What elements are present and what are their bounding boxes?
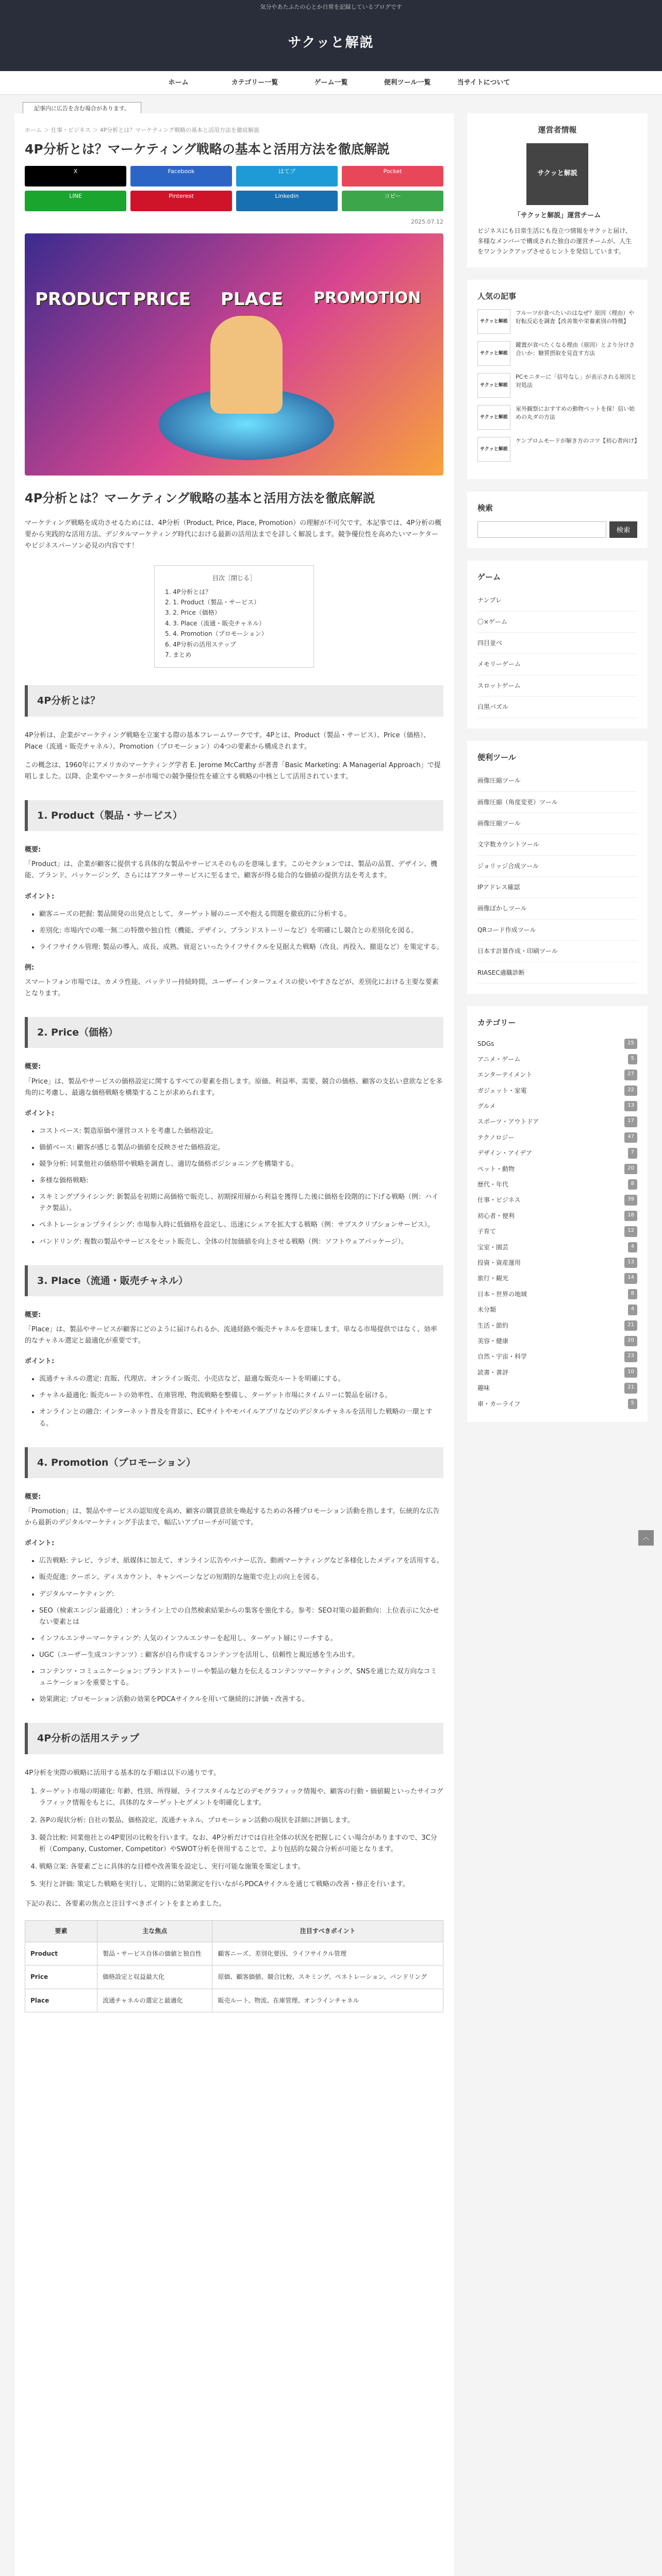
avatar: サクッと解説 [526, 143, 588, 205]
category-label[interactable]: 美容・健康 [477, 1337, 509, 1345]
category-item[interactable] [477, 1240, 637, 1255]
share-x-button[interactable]: X [25, 166, 126, 187]
category-label[interactable]: 車・カーライフ [477, 1400, 521, 1408]
category-count: 8 [628, 1289, 637, 1299]
list-item[interactable]: • SEO（検索エンジン最適化）: オンライン上での自然検索結果からの集客を強化する。参考：SEO対策の最新動向：上位表示に欠かせない要素とは [39, 1605, 443, 1628]
widget-title: 便利ツール [477, 752, 516, 762]
popular-posts-widget [467, 280, 648, 480]
list-item: • コストベース: 製造原価や運営コストを考慮した価格設定。 [39, 1126, 443, 1137]
category-label[interactable]: 生活・節約 [477, 1321, 509, 1329]
category-label[interactable]: テクノロジー [477, 1133, 515, 1141]
search-input[interactable] [477, 521, 606, 538]
section-heading: 3. Place（流通・販売チャネル） [25, 1265, 443, 1296]
table-row [25, 1965, 443, 1989]
paragraph: 「Place」は、製品やサービスが顧客にどのように届けられるか、流通経路や販売チャネルを意味します。単なる市場提供ではなく、効率的なチャネル選定と最適化が重要です。 [25, 1326, 437, 1345]
category-item[interactable] [477, 1067, 637, 1082]
share-buttons [25, 166, 443, 211]
paragraph: この概念は、1960年にアメリカのマーケティング学者 E. Jerome McCarthy が著書「Basic Marketing: A Managerial Approach」で提唱しました。以降、企業やマーケターが市場での競争優位性を確立する戦略の中核として活用されています。 [25, 761, 441, 781]
label: ポイント: [25, 1358, 55, 1366]
category-item[interactable] [477, 1365, 637, 1380]
category-count: 21 [624, 1383, 637, 1393]
post-title[interactable]: 室外観察におすすめの動物ペットを探！信い始めの丸ダの方法 [516, 405, 635, 420]
nav-tools[interactable]: 便利ツール一覧 [384, 79, 431, 87]
label: ポイント: [25, 1109, 55, 1117]
game-link[interactable]: 白黒パズル [477, 697, 637, 718]
list-item: • 価値ベース: 顧客が感じる製品の価値を反映させた価格設定。 [39, 1142, 443, 1154]
intro-text: マーケティング戦略を成功させるためには、4P分析（Product, Price, Place, Promotion）の理解が不可欠です。本記事では、4P分析の概要から実践的な活用方法、デジタルマーケティング時代における最新の活用法までを詳しく解説します。競争優位性を高めたいマーケターやビジネスパーソン必見の内容です！ [25, 519, 442, 550]
list-item: • デジタルマーケティング: [39, 1589, 443, 1600]
category-item[interactable] [477, 1349, 637, 1364]
table-cell: Place [25, 1989, 97, 2012]
category-label[interactable]: 子育て [477, 1228, 496, 1235]
tool-link[interactable]: 画像ぼかしツール [477, 898, 637, 919]
post-title[interactable]: PCモニターに「信号なし」が表示される原因と対処法 [516, 374, 637, 388]
category-count: 20 [624, 1336, 637, 1346]
category-item[interactable] [477, 1396, 637, 1412]
tool-link[interactable]: 日本す計算作成・印刷ツール [477, 941, 637, 962]
post-title[interactable]: フルーツが食べたいのはなぜ？原因（理由）や好転反応を調査【改善策や栄養素別の特徴】 [516, 310, 635, 325]
table-row [25, 1989, 443, 2012]
list-item: • 広告戦略: テレビ、ラジオ、紙媒体に加えて、オンライン広告やバナー広告、動画マーケティングなど多様化したメディアを活用する。 [39, 1555, 443, 1567]
step-item[interactable]: 5. 実行と評価: 策定した戦略を実行し、定期的に効果測定を行いながらPDCAサイクルを通じて戦略の改善・修正を行います。 [39, 1879, 443, 1890]
list-item: • UGC（ユーザー生成コンテンツ）: 顧客が自ら作成するコンテンツを活用し、信頼性と親近感を生み出す。 [39, 1650, 443, 1661]
category-item[interactable] [477, 1130, 637, 1145]
section-heading: 1. Product（製品・サービス） [25, 800, 443, 831]
table-header: 主な焦点 [97, 1921, 212, 1942]
paragraph: 下記の表に、各要素の焦点と注目すべきポイントをまとめました。 [25, 1900, 226, 1908]
category-label[interactable]: 初心者・便利 [477, 1212, 515, 1219]
category-item[interactable] [477, 1114, 637, 1129]
comparison-table [25, 1920, 443, 2012]
table-cell: 製品・サービス自体の価値と独自性 [97, 1942, 212, 1965]
category-item[interactable] [477, 1145, 637, 1161]
share-line-button[interactable]: LINE [25, 191, 126, 211]
eyecatch-label-place: PLACE [221, 289, 284, 310]
toc-title[interactable]: 目次［閉じる］ [212, 574, 256, 582]
category-item[interactable] [477, 1098, 637, 1114]
category-label[interactable]: アニメ・ゲーム [477, 1055, 521, 1063]
list-item: • 流通チャネルの選定: 直販、代理店、オンライン販売、小売店など、最適な販売ルートを明確にする。 [39, 1374, 443, 1385]
category-item[interactable] [477, 1161, 637, 1177]
global-nav [0, 71, 662, 95]
category-count: 12 [624, 1226, 637, 1236]
popular-post[interactable] [477, 405, 637, 430]
category-label[interactable]: 宝室・園芸 [477, 1243, 509, 1251]
popular-post[interactable] [477, 309, 637, 334]
category-label[interactable]: エンターテイメント [477, 1071, 533, 1079]
list-item: • スキミングプライシング: 新製品を初期に高価格で販売し、初期採用層から利益を獲得した後に価格を段階的に下げる戦略（例：ハイテク製品）。 [39, 1192, 443, 1214]
post-thumbnail: サクッと解説 [477, 341, 510, 366]
category-label[interactable]: 未分類 [477, 1306, 496, 1314]
paragraph: 4P分析を実際の戦略に活用する基本的な手順は以下の通りです。 [25, 1769, 221, 1777]
category-label[interactable]: スポーツ・アウトドア [477, 1118, 539, 1126]
list-item: • コンテンツ・コミュニケーション: ブランドストーリーや製品の魅力を伝えるコンテンツマーケティング、SNSを通じた双方向なコミュニケーションを重要とする。 [39, 1666, 443, 1689]
ad-notice: 記事内に広告を含む場合があります。 [23, 102, 141, 115]
toc-item[interactable]: 6. 4P分析の活用ステップ [165, 640, 236, 648]
category-count: 25 [624, 1039, 637, 1049]
category-item[interactable] [477, 1208, 637, 1224]
list-item: • 多様な価格戦略: [39, 1175, 443, 1187]
label: 概要: [25, 846, 41, 854]
tool-link[interactable]: RIASEC適職診断 [477, 962, 637, 984]
categories-widget [467, 1006, 648, 1422]
category-count: 4 [628, 1304, 637, 1315]
category-label[interactable]: ペット・動物 [477, 1165, 515, 1173]
search-button[interactable]: 検索 [609, 521, 637, 538]
game-link[interactable]: ナンプレ [477, 590, 637, 611]
list-item: • オンラインとの融合: インターネット普及を背景に、ECサイトやモバイルアプリなどのデジタルチャネルを活用した戦略の一環とする。 [39, 1406, 443, 1429]
list-item: • インフルエンサーマーケティング: 人気のインフルエンサーを起用し、ターゲット層にリーチする。 [39, 1633, 443, 1645]
category-label[interactable]: ガジェット・家電 [477, 1087, 527, 1094]
profile-name[interactable]: 「サクッと解説」運営チーム [514, 211, 601, 219]
table-of-contents [154, 565, 314, 668]
label: ポイント: [25, 1539, 55, 1548]
nav-home[interactable]: ホーム [168, 79, 189, 87]
category-count: 22 [624, 1086, 637, 1096]
tool-link[interactable]: 文字数カウントツール [477, 834, 637, 855]
category-label[interactable]: 歴代・年代 [477, 1181, 509, 1189]
widget-title: 検索 [477, 503, 493, 513]
table-cell: 流通チャネルの選定と最適化 [97, 1989, 212, 2012]
step-item: 1. ターゲット市場の明確化: 年齢、性別、所得層、ライフスタイルなどのデモグラフィック情報や、顧客の行動・価値観といったサイコグラフィック情報をもとに、具体的なターゲットセグメントを明確化します。 [39, 1786, 443, 1809]
list-item: • バンドリング: 複数の製品やサービスをセット販売し、全体の付加価値を向上させる戦略（例：ソフトウェアパッケージ）。 [39, 1236, 443, 1248]
table-cell: 販売ルート、物流、在庫管理、オンラインチャネル [212, 1989, 443, 2012]
paragraph: 4P分析は、企業がマーケティング戦略を立案する際の基本フレームワークです。4Pとは、Product（製品・サービス）、Price（価格）、Place（流通・販売チャネル）、Promotion（プロモーション）の4つの要素から構成されます。 [25, 731, 431, 751]
list-item: • 差別化: 市場内での唯一無二の特徴や独自性（機能、デザイン、ブランドストーリーなど）を明確にし競合との差別化を図る。 [39, 925, 443, 937]
category-count: 13 [624, 1101, 637, 1111]
category-item[interactable] [477, 1302, 637, 1317]
category-count: 27 [624, 1070, 637, 1080]
tool-link[interactable]: IPアドレス確認 [477, 877, 637, 898]
category-item[interactable] [477, 1083, 637, 1098]
category-item[interactable] [477, 1318, 637, 1333]
category-item[interactable] [477, 1380, 637, 1396]
back-to-top-button[interactable]: ︿ [638, 1530, 654, 1546]
list-item: • 競争分析: 同業他社の価格帯や戦略を調査し、適切な価格ポジショニングを構築する。 [39, 1159, 443, 1170]
post-thumbnail: サクッと解説 [477, 309, 510, 334]
category-count: 39 [624, 1195, 637, 1205]
post-title[interactable]: 鍵置が食べたくなる理由（原因）とより分けさ合いか：糖質摂取を見直す方法 [516, 342, 635, 357]
section-heading: 4. Promotion（プロモーション） [25, 1447, 443, 1478]
paragraph: 「Price」は、製品やサービスの価格設定に関するすべての要素を指します。原価、利益率、需要、競合の価格、顧客の支払い意欲などを多角的に考慮し、最適な価格戦略を構築することが求められます。 [25, 1077, 443, 1097]
share-hatena-button[interactable]: はてブ [236, 166, 338, 187]
category-count: 5 [628, 1399, 637, 1409]
category-item[interactable] [477, 1333, 637, 1349]
step-item[interactable]: 3. 競合比較: 同業他社との4P要因の比較を行います。なお、4P分析だけでは自社全体の状況を把握しにくい場合がありますので、3C分析（Company, Customer, Competitor）やSWOT分析を併用することで、より包括的な競合分析が可能となります。 [39, 1833, 443, 1855]
profile-widget [467, 113, 648, 267]
post-thumbnail: サクッと解説 [477, 373, 510, 398]
tool-link[interactable]: 画像圧縮ツール [477, 813, 637, 834]
section-heading: 4P分析の活用ステップ [25, 1723, 443, 1754]
widget-title: ゲーム [477, 572, 501, 582]
category-label[interactable]: 読書・書評 [477, 1368, 509, 1376]
category-count: 4 [628, 1242, 637, 1252]
category-count: 14 [624, 1273, 637, 1283]
category-label[interactable]: 投資・資産運用 [477, 1259, 521, 1266]
breadcrumb[interactable]: ホーム ＞ 仕事・ビジネス ＞ 4P分析とは？マーケティング戦略の基本と活用方法を徹底解説 [25, 127, 259, 133]
category-item[interactable] [477, 1270, 637, 1286]
category-label[interactable]: 仕事・ビジネス [477, 1196, 521, 1204]
game-link[interactable]: メモリーゲーム [477, 654, 637, 675]
category-count: 13 [624, 1258, 637, 1268]
table-cell: Product [25, 1942, 97, 1965]
category-count: 8 [628, 1179, 637, 1190]
category-count: 5 [628, 1054, 637, 1064]
toc-item[interactable]: 4. 3. Place（流通・販売チャネル） [165, 619, 266, 627]
paragraph: スマートフォン市場では、カメラ性能、バッテリー持続時間、ユーザーインターフェイスの使いやすさなどが、差別化における主要な要素となります。 [25, 978, 439, 998]
category-label[interactable]: グルメ [477, 1103, 496, 1110]
category-item[interactable] [477, 1255, 637, 1270]
copy-link-button[interactable]: コピー [342, 191, 443, 211]
label: ポイント: [25, 892, 55, 901]
category-count: 7 [628, 1148, 637, 1158]
eyecatch-label-price: PRICE [133, 289, 191, 310]
table-header: 要素 [25, 1921, 97, 1942]
games-widget [467, 561, 648, 728]
category-label[interactable]: デザイン・アイデア [477, 1149, 533, 1157]
share-pocket-button[interactable]: Pocket [342, 166, 443, 187]
share-linkedin-button[interactable]: Linkedin [236, 191, 338, 211]
table-header: 注目すべきポイント [212, 1921, 443, 1942]
post-thumbnail: サクッと解説 [477, 405, 510, 430]
category-label[interactable]: SDGs [477, 1040, 494, 1047]
step-item: 2. 各Pの現状分析: 自社の製品、価格設定、流通チャネル、プロモーション活動の現状を詳細に評価します。 [39, 1815, 443, 1826]
category-label[interactable]: 日本・世界の地域 [477, 1290, 527, 1298]
category-count: 47 [624, 1132, 637, 1143]
search-widget [467, 492, 648, 548]
table-cell: Price [25, 1965, 97, 1989]
category-label[interactable]: 自然・宇宙・科学 [477, 1353, 527, 1361]
publish-date: 2025.07.12 [411, 218, 443, 226]
category-item[interactable] [477, 1224, 637, 1239]
popular-post[interactable] [477, 341, 637, 366]
eyecatch-character [210, 316, 283, 414]
toc-item[interactable]: 7. まとめ [165, 651, 192, 658]
article [14, 113, 454, 2576]
list-item: • 顧客ニーズの把握: 製品開発の出発点として、ターゲット層のニーズや抱える問題を徹底的に分析する。 [39, 909, 443, 920]
category-count: 10 [624, 1367, 637, 1378]
category-item[interactable] [477, 1052, 637, 1067]
nav-games[interactable]: ゲーム一覧 [314, 79, 348, 87]
label: 概要: [25, 1063, 41, 1071]
table-row [25, 1942, 443, 1965]
game-link[interactable]: スロットゲーム [477, 675, 637, 697]
site-title[interactable]: サクッと解説 [288, 35, 374, 50]
game-link[interactable]: 四目並べ [477, 633, 637, 654]
label: 概要: [25, 1493, 41, 1501]
post-thumbnail: サクッと解説 [477, 437, 510, 462]
share-pinterest-button[interactable]: Pinterest [130, 191, 232, 211]
category-count: 23 [624, 1351, 637, 1362]
tool-link[interactable]: 画像圧縮ツール [477, 770, 637, 791]
eyecatch-image [25, 233, 443, 476]
section-heading: 2. Price（価格） [25, 1017, 443, 1048]
category-item[interactable] [477, 1192, 637, 1208]
site-header [0, 14, 662, 71]
tool-link[interactable]: QRコード作成ツール [477, 920, 637, 941]
section-heading: 4P分析とは？ [25, 685, 443, 716]
toc-item[interactable]: 1. 4P分析とは？ [165, 588, 212, 596]
list-item[interactable]: • 効果測定: プロモーション活動の効果をPDCAサイクルを用いて継続的に評価・改善する。 [39, 1694, 443, 1705]
step-item: 4. 戦略立案: 各要素ごとに具体的な目標や改善策を設定し、実行可能な施策を策定します。 [39, 1861, 443, 1873]
article-heading: 4P分析とは？マーケティング戦略の基本と活用方法を徹底解説 [25, 490, 375, 505]
table-cell: 価格設定と収益最大化 [97, 1965, 212, 1989]
popular-post[interactable] [477, 437, 640, 462]
tool-link[interactable]: 画像圧縮（角度変更）ツール [477, 792, 637, 813]
widget-title: カテゴリー [477, 1018, 516, 1028]
topbar: 気分やあたふたの心とか日常を記録しているブログです [0, 0, 662, 14]
nav-categories[interactable]: カテゴリー一覧 [231, 79, 278, 87]
tool-link[interactable]: ジョリッジ合成ツール [477, 856, 637, 877]
list-item: • チャネル最適化: 販売ルートの効率性、在庫管理、物流戦略を整備し、ターゲット市場にタイムリーに製品を届ける。 [39, 1390, 443, 1401]
category-count: 17 [624, 1116, 637, 1127]
eyecatch-label-promotion: PROMOTION [313, 289, 421, 307]
list-item: • ライフサイクル管理: 製品の導入、成長、成熟、衰退といったライフサイクルを見据えた戦略（改良、再投入、撤退など）を策定する。 [39, 942, 443, 953]
sidebar [467, 113, 648, 2576]
category-item[interactable] [477, 1036, 637, 1052]
list-item: • 販売促進: クーポン、ディスカウント、キャンペーンなどの短期的な施策で売上の向上を図る。 [39, 1572, 443, 1583]
list-item: • ペネトレーションプライシング: 市場参入時に低価格を設定し、迅速にシェアを拡大する戦略（例：サブスクリプションサービス）。 [39, 1219, 443, 1231]
widget-title: 人気の記事 [477, 291, 517, 301]
widget-title: 運営者情報 [538, 125, 577, 134]
category-list [477, 1036, 637, 1412]
eyecatch-label-product: PRODUCT [35, 289, 130, 310]
category-count: 20 [624, 1164, 637, 1174]
profile-description: ビジネスにも日常生活にも役立つ情報をサクッと届け、多様なメンバーで構成された独自の運営チームが、人生をワンランクアップさせるヒントを発信しています。 [477, 227, 632, 256]
popular-post[interactable] [477, 373, 637, 398]
share-facebook-button[interactable]: Facebook [130, 166, 232, 187]
label: 概要: [25, 1311, 41, 1319]
toc-item[interactable]: 5. 4. Promotion（プロモーション） [165, 630, 268, 638]
category-count: 21 [624, 1320, 637, 1331]
toc-item[interactable]: 3. 2. Price（価格） [165, 609, 221, 617]
table-cell: 顧客ニーズ、差別化要因、ライフサイクル管理 [212, 1942, 443, 1965]
category-label[interactable]: 趣味 [477, 1384, 490, 1392]
category-count: 18 [624, 1211, 637, 1221]
page-title: 4P分析とは？マーケティング戦略の基本と活用方法を徹底解説 [25, 141, 390, 157]
category-item[interactable] [477, 1177, 637, 1192]
category-label[interactable]: 旅行・観光 [477, 1275, 509, 1282]
post-title[interactable]: ケンブロムモードが解き方のコツ【初心者向け】 [516, 437, 640, 445]
tools-widget [467, 741, 648, 994]
nav-about[interactable]: 当サイトについて [457, 79, 510, 87]
paragraph: 「Promotion」は、製品やサービスの認知度を高め、顧客の購買意欲を喚起するための各種プロモーション活動を指します。伝統的な広告から最新のデジタルマーケティング手法まで、幅広いアプローチが可能です。 [25, 1507, 440, 1527]
category-item[interactable] [477, 1286, 637, 1302]
paragraph: 「Product」は、企業が顧客に提供する具体的な製品やサービスそのものを意味します。このセクションでは、製品の品質、デザイン、機能、ブランド、パッケージング、さらにはアフターサービスに至るまで、顧客が得る総合的な価値の提供方法を考えます。 [25, 860, 438, 880]
label: 例: [25, 963, 35, 972]
game-link[interactable]: 〇×ゲーム [477, 612, 637, 633]
toc-item[interactable]: 2. 1. Product（製品・サービス） [165, 598, 260, 606]
table-cell: 原価、顧客価値、競合比較、スキミング、ペネトレーション、バンドリング [212, 1965, 443, 1989]
